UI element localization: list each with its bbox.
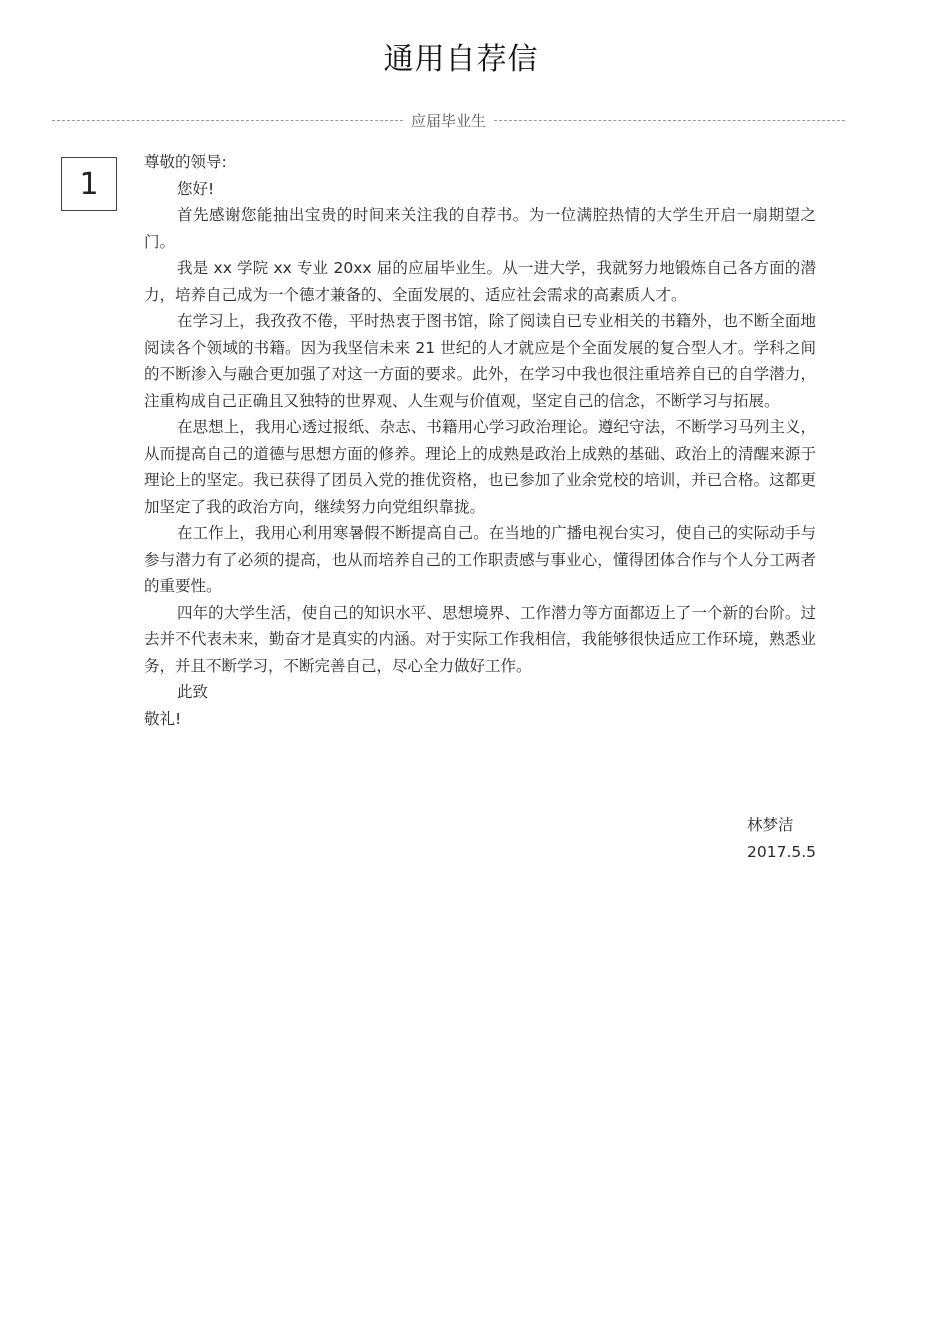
paragraph: 四年的大学生活，使自己的知识水平、思想境界、工作潜力等方面都迈上了一个新的台阶。过去并不代表未来，勤奋才是真实的内涵。对于实际工作我相信，我能够很快适应工作环境，熟悉业务，并且不断学习，不断完善自己，尽心全力做好工作。 [144,603,816,675]
paragraph: 我是 xx 学院 xx 专业 20xx 届的应届毕业生。从一进大学，我就努力地锻炼自己各方面的潜力，培养自己成为一个德才兼备的、全面发展的、适应社会需求的高素质人才。 [144,259,816,304]
page-number: 1 [79,166,99,202]
paragraph: 在思想上，我用心透过报纸、杂志、书籍用心学习政治理论。遵纪守法，不断学习马列主义，从而提高自己的道德与思想方面的修养。理论上的成熟是政治上成熟的基础、政治上的清醒来源于理论上的坚定。我已获得了团员入党的推优资格，也已参加了业余党校的培训，并已合格。这都更加坚定了我的政治方向，继续努力向党组织靠拢。 [144,418,816,516]
paragraph: 在工作上，我用心利用寒暑假不断提高自己。在当地的广播电视台实习，使自己的实际动手与参与潜力有了必须的提高，也从而培养自己的工作职责感与事业心，懂得团体合作与个人分工两者的重要性。 [144,524,816,595]
salutation: 尊敬的领导: [144,153,227,171]
closing-line: 此致 [177,683,209,701]
signature-name: 林梦洁 [747,816,794,834]
signature-date: 2017.5.5 [747,842,817,861]
signature-block [747,812,816,865]
document-subtitle: 应届毕业生 [411,111,487,130]
paragraph: 在学习上，我孜孜不倦，平时热衷于图书馆，除了阅读自已专业相关的书籍外，也不断全面地阅读各个领域的书籍。因为我坚信未来 21 世纪的人才就应是个全面发展的复合型人才。学科之间的不断渗入与融合更加强了对这一方面的要求。此外，在学习中我也很注重培养自已的自学潜力，注重构成自己正确且又独特的世界观、人生观与价值观，坚定自己的信念，不断学习与拓展。 [144,312,816,410]
divider-dash-right [494,120,845,121]
subtitle-divider [52,110,845,130]
divider-dash-left [52,120,403,121]
document-title: 通用自荐信 [383,42,539,77]
closing-regards: 敬礼! [144,709,182,728]
letter-body [144,149,816,732]
paragraph: 首先感谢您能抽出宝贵的时间来关注我的自荐书。为一位满腔热情的大学生开启一扇期望之门。 [144,206,816,251]
greeting: 您好! [177,179,215,198]
page-number-box [61,157,117,211]
